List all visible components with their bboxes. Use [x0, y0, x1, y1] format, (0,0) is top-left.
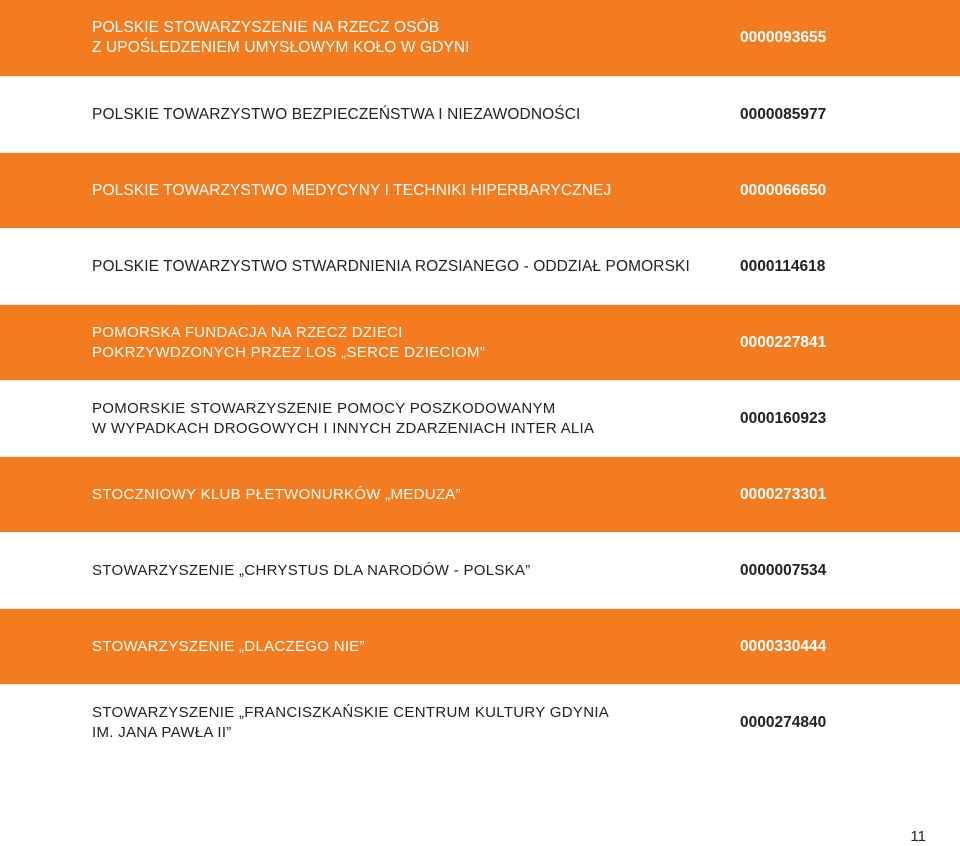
krs-number: 0000093655 — [740, 29, 827, 46]
krs-number: 0000085977 — [740, 105, 827, 123]
organization-name: POLSKIE TOWARZYSTWO STWARDNIENIA ROZSIANEGO - ODDZIAŁ POMORSKI — [92, 257, 690, 275]
table-row — [0, 684, 960, 760]
krs-number: 0000066650 — [740, 181, 827, 199]
krs-number: 0000160923 — [740, 409, 827, 427]
table-row — [0, 152, 960, 228]
krs-number: 0000007534 — [740, 561, 827, 579]
table-row — [0, 76, 960, 152]
organization-name: POLSKIE TOWARZYSTWO MEDYCYNY I TECHNIKI HIPERBARYCZNEJ — [92, 181, 612, 199]
krs-number: 0000330444 — [740, 637, 827, 655]
organization-name: STOCZNIOWY KLUB PŁETWONURKÓW „MEDUZA” — [92, 485, 461, 503]
krs-number: 0000227841 — [740, 333, 827, 351]
table-row — [0, 456, 960, 532]
organization-name: POMORSKA FUNDACJA NA RZECZ DZIECI POKRZYWDZONYCH PRZEZ LOS „SERCE DZIECIOM” — [92, 323, 486, 361]
table-row — [0, 608, 960, 684]
krs-number: 0000114618 — [740, 257, 826, 275]
table-row — [0, 532, 960, 608]
organization-name: STOWARZYSZENIE „CHRYSTUS DLA NARODÓW - POLSKA” — [92, 561, 531, 579]
organization-name: POLSKIE STOWARZYSZENIE NA RZECZ OSÓB Z UPOŚLEDZENIEM UMYSŁOWYM KOŁO W GDYNI — [92, 19, 470, 56]
table-row — [0, 380, 960, 456]
krs-number: 0000274840 — [740, 713, 827, 731]
krs-number: 0000273301 — [740, 485, 827, 503]
organization-name: POMORSKIE STOWARZYSZENIE POMOCY POSZKODOWANYM W WYPADKACH DROGOWYCH I INNYCH ZDARZENIACH INTER ALIA — [92, 399, 595, 437]
organization-name: STOWARZYSZENIE „FRANCISZKAŃSKIE CENTRUM KULTURY GDYNIA IM. JANA PAWŁA II” — [92, 703, 610, 741]
table-row — [0, 0, 960, 76]
organization-name: POLSKIE TOWARZYSTWO BEZPIECZEŃSTWA I NIEZAWODNOŚCI — [92, 105, 581, 123]
organization-name: STOWARZYSZENIE „DLACZEGO NIE” — [92, 637, 365, 655]
page-number: 11 — [910, 828, 926, 845]
table-row — [0, 228, 960, 304]
table-row — [0, 304, 960, 380]
